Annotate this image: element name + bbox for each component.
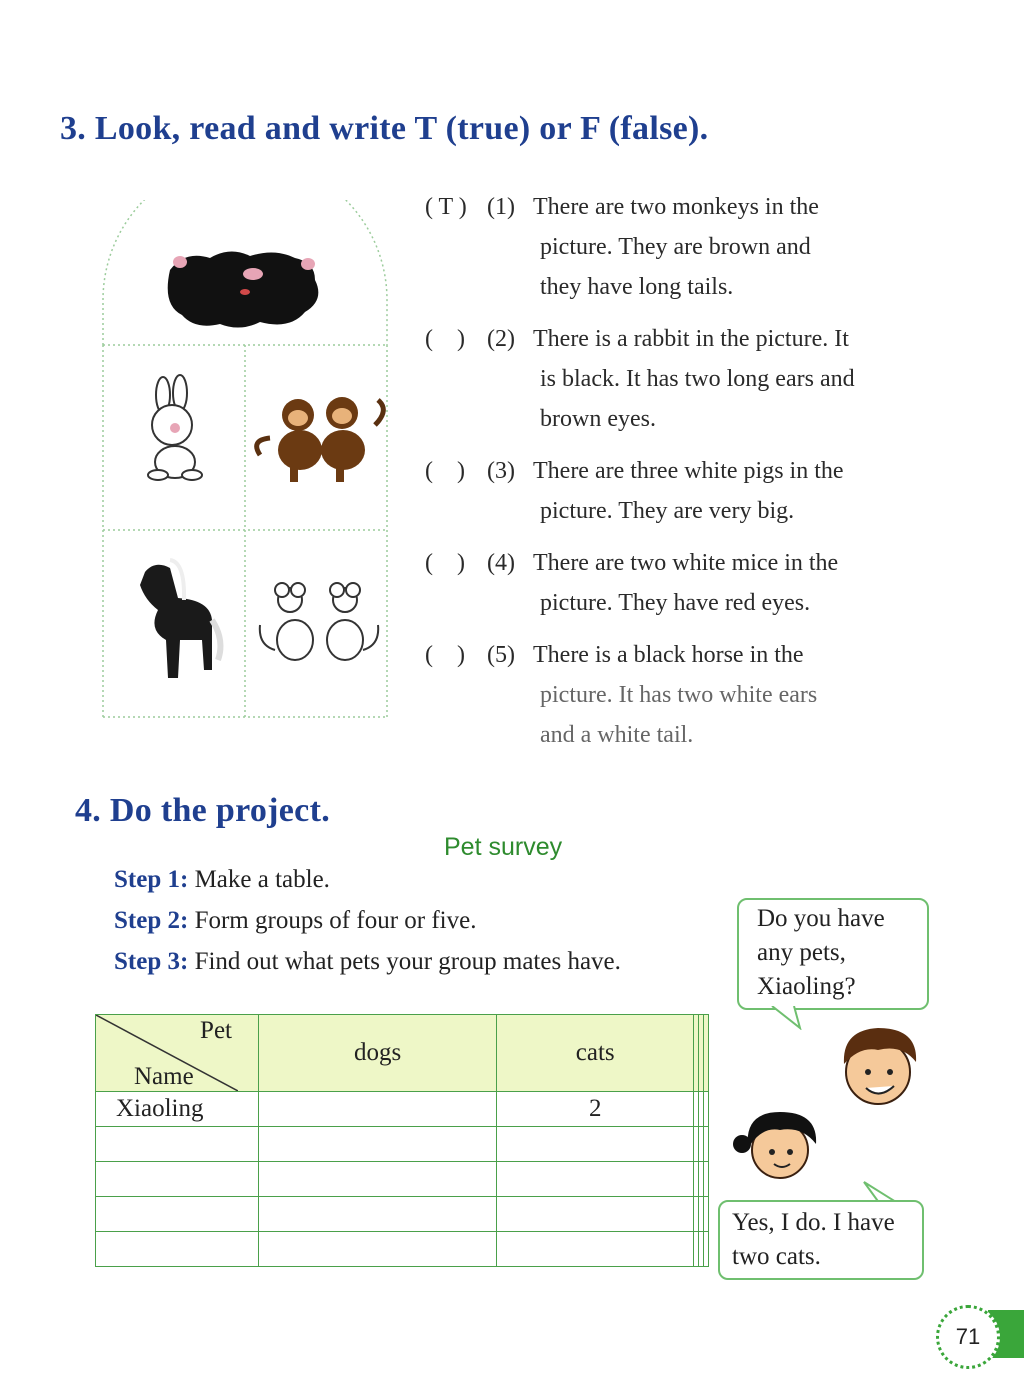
statement-text: picture. They have red eyes. <box>540 590 811 616</box>
table-cell[interactable] <box>704 1092 709 1127</box>
step-1 <box>114 866 330 894</box>
boy-avatar <box>832 1022 924 1110</box>
answer-blank-2[interactable]: ( ) <box>425 326 465 352</box>
table-header-row <box>96 1015 709 1092</box>
table-cell[interactable] <box>259 1092 497 1127</box>
table-cell[interactable] <box>497 1162 694 1197</box>
monkeys-image <box>257 397 384 482</box>
column-header: dogs <box>259 1015 497 1092</box>
table-cell[interactable] <box>497 1127 694 1162</box>
corner-pet-label: Pet <box>200 1017 232 1044</box>
statement-text: There are two monkeys in the <box>533 194 819 220</box>
bubble-line: Do you have <box>757 905 885 932</box>
statement-number: (5) <box>487 642 515 668</box>
name-cell[interactable] <box>96 1232 259 1267</box>
statement-text: There is a black horse in the <box>533 642 804 668</box>
statement-1 <box>425 187 935 307</box>
answer-blank-1[interactable]: ( T ) <box>425 194 467 220</box>
statement-text: There are three white pigs in the <box>533 458 844 484</box>
table-cell[interactable]: 2 <box>497 1092 694 1127</box>
statement-text: There are two white mice in the <box>533 550 839 576</box>
answer-blank-3[interactable]: ( ) <box>425 458 465 484</box>
statement-text: picture. They are very big. <box>540 498 795 524</box>
table-cell[interactable] <box>704 1162 709 1197</box>
statement-text: picture. They are brown and <box>540 234 811 260</box>
bubble-line: two cats. <box>732 1243 821 1270</box>
table-row <box>96 1092 709 1127</box>
table-row <box>96 1162 709 1197</box>
step-label: Step 3: <box>114 948 189 975</box>
table-cell[interactable] <box>259 1197 497 1232</box>
statement-text: picture. It has two white ears <box>540 682 818 708</box>
table-row <box>96 1127 709 1162</box>
girl-avatar <box>728 1104 828 1184</box>
page-number: 71 <box>936 1305 1000 1369</box>
statement-4 <box>425 543 935 623</box>
bubble-line: Xiaoling? <box>757 973 856 1000</box>
pigs-image <box>168 251 319 327</box>
table-cell[interactable] <box>704 1127 709 1162</box>
bubble-line: any pets, <box>757 939 846 966</box>
statement-number: (1) <box>487 194 515 220</box>
table-row <box>96 1197 709 1232</box>
column-header: cats <box>497 1015 694 1092</box>
step-label: Step 1: <box>114 866 189 893</box>
boy-speech-bubble <box>737 898 929 1010</box>
step-text: Make a table. <box>194 866 330 893</box>
name-cell[interactable]: Xiaoling <box>96 1092 259 1127</box>
table-cell[interactable] <box>259 1127 497 1162</box>
step-text: Form groups of four or five. <box>194 907 477 934</box>
corner-name-label: Name <box>134 1063 194 1090</box>
name-cell[interactable] <box>96 1127 259 1162</box>
table-cell[interactable] <box>259 1232 497 1267</box>
column-header[interactable] <box>704 1015 709 1092</box>
answer-blank-5[interactable]: ( ) <box>425 642 465 668</box>
table-cell[interactable] <box>259 1162 497 1197</box>
statement-3 <box>425 451 935 531</box>
statement-2 <box>425 319 935 439</box>
table-cell[interactable] <box>704 1232 709 1267</box>
table-row <box>96 1232 709 1267</box>
statement-text: brown eyes. <box>540 406 656 432</box>
section-3-title: 3. Look, read and write T (true) or F (false). <box>60 110 709 147</box>
boy-bubble-tail <box>770 1006 810 1030</box>
table-cell[interactable] <box>704 1197 709 1232</box>
bubble-line: Yes, I do. I have <box>732 1209 895 1236</box>
statement-number: (2) <box>487 326 515 352</box>
mice-image <box>260 583 378 660</box>
table-cell[interactable] <box>497 1232 694 1267</box>
step-2 <box>114 907 476 935</box>
horse-image <box>140 560 220 678</box>
rabbit-image <box>148 375 202 480</box>
section-4-title: 4. Do the project. <box>75 792 330 829</box>
pet-survey-table <box>95 1014 709 1267</box>
step-3 <box>114 948 621 976</box>
name-cell[interactable] <box>96 1197 259 1232</box>
statement-list <box>425 187 935 755</box>
animal-picture-frame <box>100 200 390 720</box>
statement-text: There is a rabbit in the picture. It <box>533 326 849 352</box>
corner-header-cell <box>96 1015 259 1092</box>
answer-blank-4[interactable]: ( ) <box>425 550 465 576</box>
pet-survey-subtitle: Pet survey <box>444 833 563 861</box>
step-label: Step 2: <box>114 907 189 934</box>
statement-text: is black. It has two long ears and <box>540 366 855 392</box>
girl-speech-bubble <box>718 1200 924 1280</box>
name-cell[interactable] <box>96 1162 259 1197</box>
statement-5 <box>425 635 935 755</box>
statement-number: (4) <box>487 550 515 576</box>
statement-text: and a white tail. <box>540 722 694 748</box>
table-cell[interactable] <box>497 1197 694 1232</box>
step-text: Find out what pets your group mates have. <box>194 948 621 975</box>
statement-text: they have long tails. <box>540 274 734 300</box>
statement-number: (3) <box>487 458 515 484</box>
